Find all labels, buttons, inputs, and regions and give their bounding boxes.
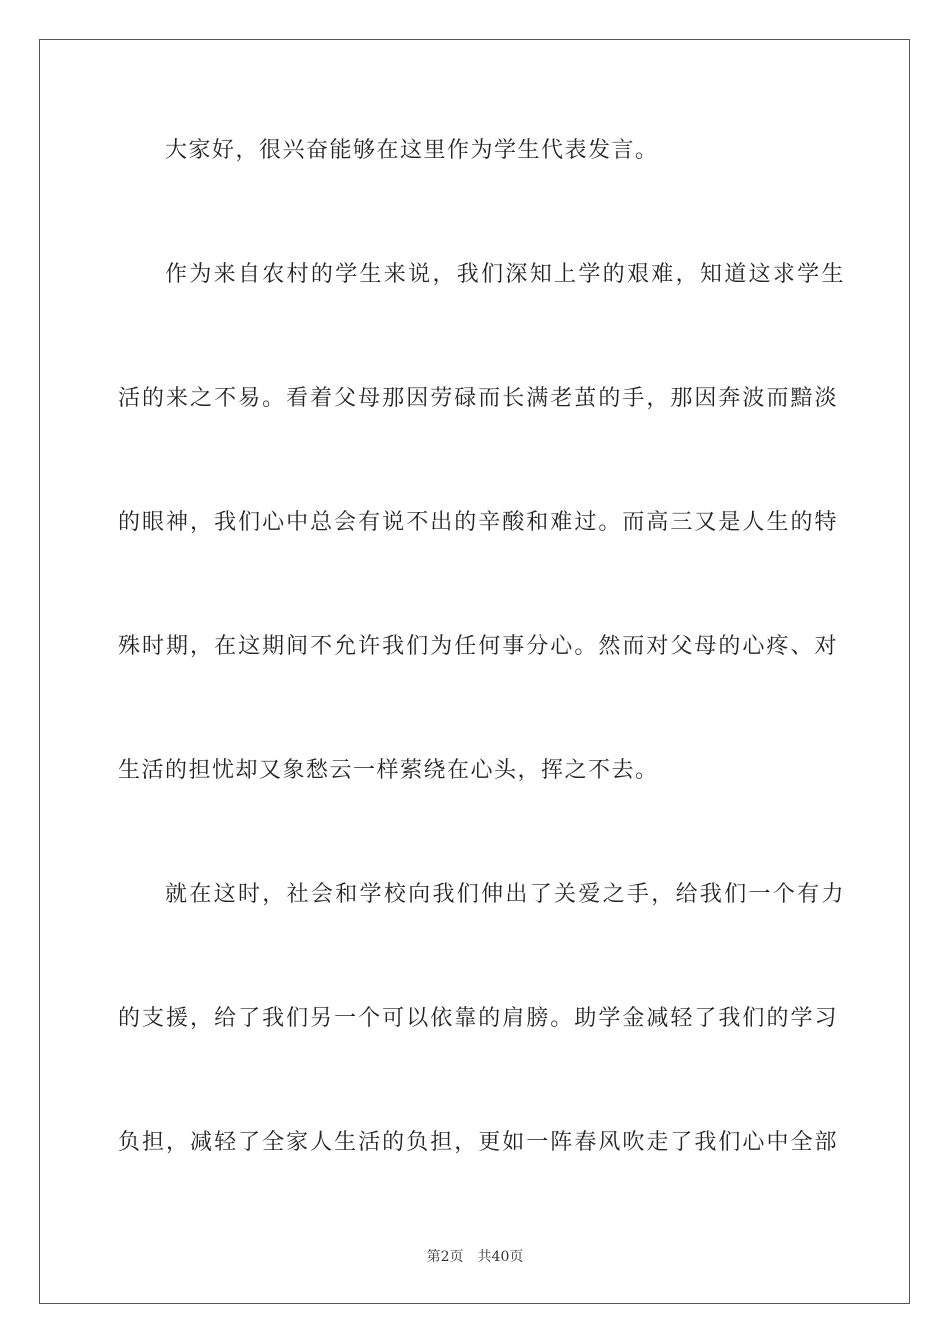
paragraph-line: 就在这时，社会和学校向我们伸出了关爱之手，给我们一个有力: [165, 882, 845, 907]
page-number: 第2页: [426, 1249, 464, 1265]
page-footer: [0, 1248, 950, 1266]
paragraph-line: 的眼神，我们心中总会有说不出的辛酸和难过。而高三又是人生的特: [118, 510, 838, 535]
page-border: [39, 39, 910, 1304]
paragraph-line: 殊时期，在这期间不允许我们为任何事分心。然而对父母的心疼、对: [118, 634, 838, 659]
paragraph-line: 生活的担忧却又象愁云一样萦绕在心头，挥之不去。: [118, 758, 659, 783]
paragraph-line: 作为来自农村的学生来说，我们深知上学的艰难，知道这求学生: [165, 262, 845, 287]
paragraph-line: 大家好，很兴奋能够在这里作为学生代表发言。: [165, 138, 659, 163]
paragraph-line: 活的来之不易。看着父母那因劳碌而长满老茧的手，那因奔波而黯淡: [118, 386, 838, 411]
total-pages: 共40页: [477, 1249, 524, 1265]
paragraph-line: 负担，减轻了全家人生活的负担，更如一阵春风吹走了我们心中全部: [118, 1130, 838, 1155]
paragraph-line: 的支援，给了我们另一个可以依靠的肩膀。助学金减轻了我们的学习: [118, 1006, 838, 1031]
